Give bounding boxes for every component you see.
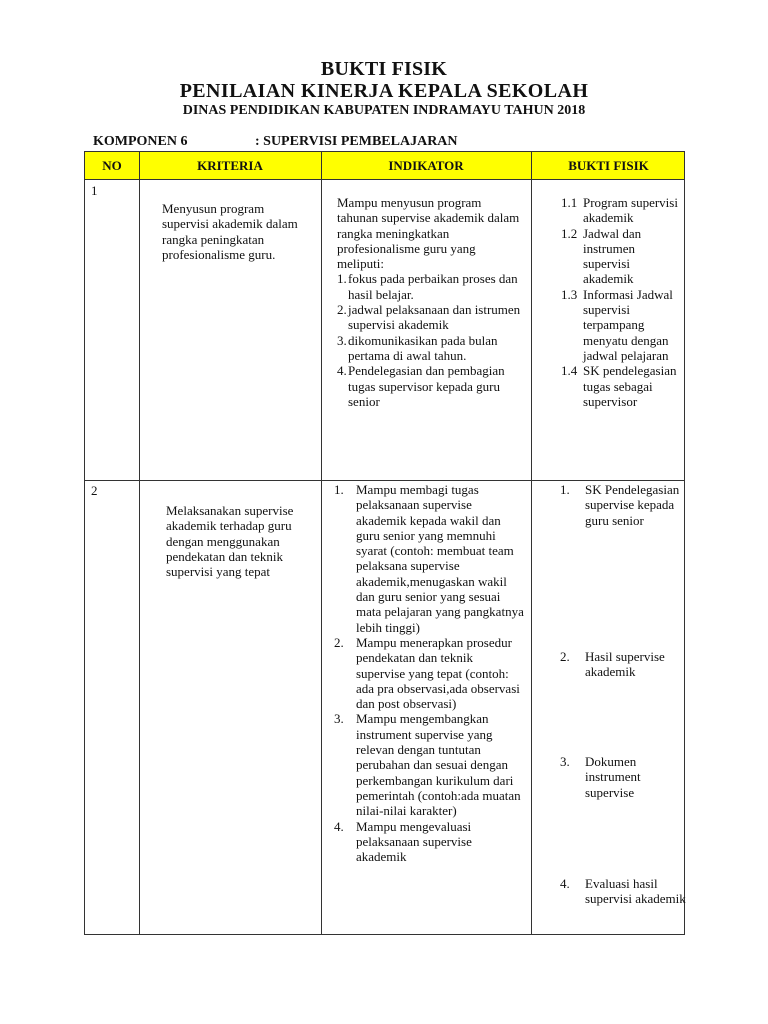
list-item: 2. Mampu menerapkan prosedur pendekatan dan teknik supervise yang tepat (contoh: ada pra observasi,ada observasi dan post observasi) xyxy=(334,634,520,712)
komponen-line xyxy=(93,134,458,150)
row-number: 1 xyxy=(91,183,98,198)
list-item: 2. Hasil supervise akademik xyxy=(560,649,665,680)
list-item: 1.4 SK pendelegasian tugas sebagai supervisor xyxy=(561,363,677,409)
list-item: 4. Pendelegasian dan pembagian tugas supervisor kepada guru senior xyxy=(337,363,505,409)
list-item: 2. jadwal pelaksanaan dan istrumen supervisi akademik xyxy=(337,302,521,333)
list-item: 4. Mampu mengevaluasi pelaksanaan supervise akademik xyxy=(334,818,472,865)
column-header-bukti-fisik: BUKTI FISIK xyxy=(568,158,649,173)
list-item: 3. dikomunikasikan pada bulan pertama di awal tahun. xyxy=(337,332,498,363)
list-item: 1.3 Informasi Jadwal supervisi terpampang menyatu dengan jadwal pelajaran xyxy=(561,286,673,363)
list-item: 1.2 Jadwal dan instrumen supervisi akademik xyxy=(561,225,642,287)
komponen-value: : SUPERVISI PEMBELAJARAN xyxy=(255,134,458,149)
column-divider xyxy=(139,152,140,934)
list-item: 1. SK Pendelegasian supervise kepada guru senior xyxy=(560,482,680,528)
kriteria-cell: Melaksanakan supervise akademik terhadap guru dengan menggunakan pendekatan dan teknik supervisi yang tepat xyxy=(166,503,294,580)
list-item: 4. Evaluasi hasil supervisi akademik xyxy=(560,876,686,907)
indikator-cell xyxy=(337,195,523,409)
list-item: 3. Dokumen instrument supervise xyxy=(560,754,641,800)
indikator-cell xyxy=(334,482,524,864)
document-subtitle: PENILAIAN KINERJA KEPALA SEKOLAH xyxy=(179,80,589,102)
column-header-no: NO xyxy=(102,158,122,173)
row-number: 2 xyxy=(91,483,98,498)
indikator-list xyxy=(334,482,524,864)
column-header-kriteria: KRITERIA xyxy=(197,158,263,173)
document-agency-line: DINAS PENDIDIKAN KABUPATEN INDRAMAYU TAHUN 2018 xyxy=(182,103,586,118)
list-item: 3. Mampu mengembangkan instrument supervise yang relevan dengan tuntutan perubahan dan sesuai dengan perkembangan kurikulum dari pemerintah (contoh:ada muatan nilai-nilai karakter) xyxy=(334,711,521,819)
column-divider xyxy=(531,152,532,934)
row-divider xyxy=(85,480,684,481)
indikator-intro: Mampu menyusun program tahunan supervise akademik dalam rangka meningkatkan profesionalisme guru yang meliputi: xyxy=(337,195,520,272)
indikator-list xyxy=(337,271,523,409)
bukti-fisik-cell xyxy=(561,195,681,409)
bukti-fisik-list xyxy=(561,195,681,409)
komponen-label: KOMPONEN 6 xyxy=(93,134,188,149)
column-divider xyxy=(321,152,322,934)
kriteria-cell: Menyusun program supervisi akademik dalam rangka peningkatan profesionalisme guru. xyxy=(162,201,298,262)
list-item: 1. Mampu membagi tugas pelaksanaan supervise akademik kepada wakil dan guru senior yang memnuhi syarat (contoh: membuat team pelaksana supervise akademik,menugaskan wakil dan guru senior yang sesuai mata pelajaran yang pangkatnya lebih tinggi) xyxy=(334,482,524,635)
list-item: 1.1 Program supervisi akademik xyxy=(561,195,678,226)
bukti-fisik-cell xyxy=(560,482,690,922)
column-header-indikator: INDIKATOR xyxy=(388,158,464,173)
criteria-table xyxy=(84,151,685,935)
document-title: BUKTI FISIK xyxy=(320,58,448,80)
list-item: 1. fokus pada perbaikan proses dan hasil belajar. xyxy=(337,271,518,302)
